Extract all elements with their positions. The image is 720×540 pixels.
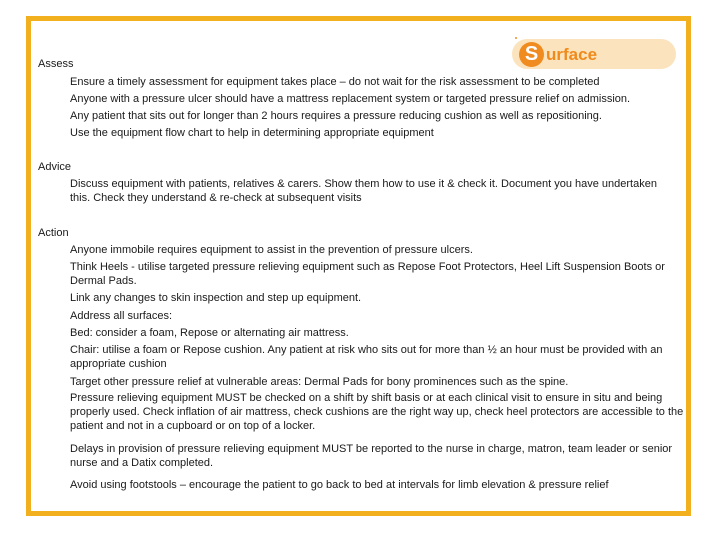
advice-heading: Advice	[38, 161, 72, 173]
decorative-dot	[515, 37, 517, 39]
action-heading: Action	[38, 227, 69, 239]
assess-line-2: Anyone with a pressure ulcer should have a mattress replacement system or targeted pressure relief on admission.	[70, 93, 631, 105]
surface-header-text: urface	[546, 45, 598, 64]
action-line-10: Avoid using footstools – encourage the patient to go back to bed at intervals for limb elevation & pressure relief	[70, 479, 609, 491]
action-line-1: Anyone immobile requires equipment to assist in the prevention of pressure ulcers.	[70, 244, 473, 256]
action-line-2: Think Heels - utilise targeted pressure relieving equipment such as Repose Foot Protectors, Heel Lift Suspension Boots or Dermal Pads.	[70, 261, 665, 287]
action-line-7: Target other pressure relief at vulnerable areas: Dermal Pads for bony prominences such as the spine.	[70, 376, 569, 388]
action-line-4: Address all surfaces:	[70, 310, 173, 322]
surface-initial-circle: S	[519, 42, 544, 67]
assess-line-4: Use the equipment flow chart to help in determining appropriate equipment	[70, 127, 434, 139]
action-line-8: Pressure relieving equipment MUST be checked on a shift by shift basis or at each clinical visit to ensure in situ and being properly used. Check inflation of air mattress, check cushions are the right way up, check heel protectors are accessible to the patient and not in a cupboard or on top of a locker.	[70, 392, 684, 432]
assess-heading: Assess	[38, 58, 74, 70]
assess-line-1: Ensure a timely assessment for equipment takes place – do not wait for the risk assessment to be completed	[70, 76, 600, 88]
action-line-3: Link any changes to skin inspection and step up equipment.	[70, 292, 362, 304]
action-line-9: Delays in provision of pressure relieving equipment MUST be reported to the nurse in charge, matron, team leader or senior nurse and a Datix completed.	[70, 443, 673, 469]
advice-line-1: Discuss equipment with patients, relatives & carers. Show them how to use it & check it. Document you have undertaken this. Check they understand & re-check at subsequent visits	[70, 178, 657, 204]
action-line-6: Chair: utilise a foam or Repose cushion. Any patient at risk who sits out for more than ½ an hour must be provided with an appropriate cushion	[70, 344, 663, 370]
assess-line-3: Any patient that sits out for longer than 2 hours requires a pressure reducing cushion as well as repositioning.	[70, 110, 602, 122]
action-line-5: Bed: consider a foam, Repose or alternating air mattress.	[70, 327, 349, 339]
